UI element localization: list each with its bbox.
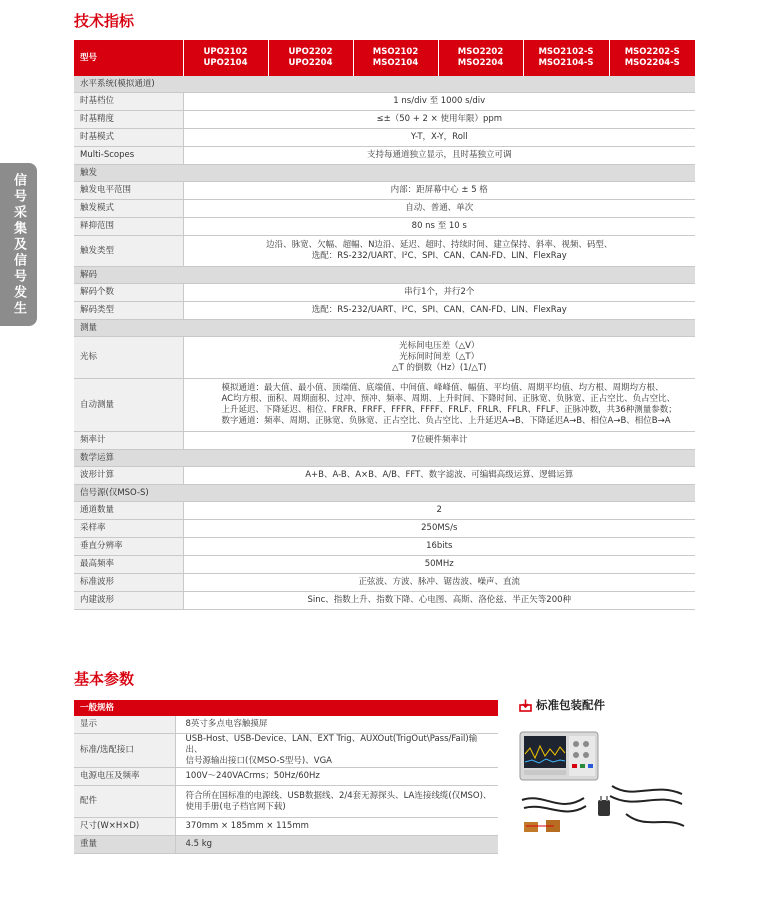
spec-row bbox=[74, 592, 695, 610]
download-box-icon bbox=[519, 699, 532, 712]
spec-value-line: 光标间电压差（△V） bbox=[399, 341, 480, 351]
basic-value-line: 使用手册(电子档官网下载) bbox=[185, 801, 286, 812]
spec-row-value bbox=[183, 182, 695, 200]
spec-row-label: 触发电平范围 bbox=[74, 182, 183, 200]
spec-section-title: 技术指标 bbox=[74, 12, 135, 30]
spec-row-value bbox=[183, 502, 695, 520]
model-name: MSO2102-S bbox=[538, 47, 594, 57]
spec-value-line: 正弦波、方波、脉冲、锯齿波、噪声、直流 bbox=[358, 577, 520, 587]
spec-row bbox=[74, 182, 695, 200]
spec-row-value bbox=[183, 236, 695, 267]
spec-value-line: 选配：RS-232/UART、I²C、SPI、CAN、CAN-FD、LIN、FlexRay bbox=[311, 251, 567, 261]
basic-row bbox=[74, 734, 498, 768]
spec-row bbox=[74, 147, 695, 165]
spec-row-label: 内建波形 bbox=[74, 592, 183, 610]
spec-value-line: 自动、普通、单次 bbox=[405, 203, 474, 213]
spec-row bbox=[74, 236, 695, 267]
general-spec-header: 一般规格 bbox=[74, 700, 498, 716]
basic-row-value bbox=[175, 734, 498, 768]
spec-table bbox=[74, 40, 695, 610]
spec-row-label: 标准波形 bbox=[74, 574, 183, 592]
spec-row-label: 触发类型 bbox=[74, 236, 183, 267]
basic-row bbox=[74, 786, 498, 818]
spec-row-label: 最高频率 bbox=[74, 556, 183, 574]
model-name: MSO2204 bbox=[457, 58, 504, 68]
spec-row-value bbox=[183, 302, 695, 320]
spec-value-line: 串行1个，并行2个 bbox=[404, 287, 475, 297]
model-name: MSO2204-S bbox=[624, 58, 680, 68]
spec-value-line: 80 ns 至 10 s bbox=[411, 221, 467, 231]
model-name: UPO2102 bbox=[203, 47, 248, 57]
spec-row bbox=[74, 432, 695, 450]
spec-row-label: 垂直分辨率 bbox=[74, 538, 183, 556]
spec-row-label: 释抑范围 bbox=[74, 218, 183, 236]
basic-section-title: 基本参数 bbox=[74, 670, 135, 688]
spec-group-row bbox=[74, 76, 695, 93]
model-name: UPO2104 bbox=[203, 58, 248, 68]
spec-group-row bbox=[74, 165, 695, 182]
basic-row-value bbox=[175, 768, 498, 786]
spec-row bbox=[74, 379, 695, 432]
spec-row-value bbox=[183, 147, 695, 165]
spec-value-line: Y-T，X-Y，Roll bbox=[410, 132, 468, 142]
model-column-header bbox=[523, 40, 609, 76]
spec-group-label: 水平系统(模拟通道) bbox=[74, 76, 695, 93]
model-column-header bbox=[353, 40, 438, 76]
spec-value-line: 2 bbox=[436, 505, 442, 515]
spec-row bbox=[74, 337, 695, 379]
spec-row-value bbox=[183, 592, 695, 610]
package-title: 标准包装配件 bbox=[536, 698, 605, 712]
basic-row-value bbox=[175, 786, 498, 818]
spec-row-label: 自动测量 bbox=[74, 379, 183, 432]
basic-row-label: 配件 bbox=[74, 786, 175, 818]
spec-group-label: 信号源(仅MSO-S) bbox=[74, 485, 695, 502]
basic-row-label: 尺寸(W×H×D) bbox=[74, 818, 175, 836]
spec-row-label: 通道数量 bbox=[74, 502, 183, 520]
spec-row-label: 光标 bbox=[74, 337, 183, 379]
model-column-header bbox=[183, 40, 268, 76]
spec-row-value bbox=[183, 520, 695, 538]
spec-row-value bbox=[183, 379, 695, 432]
basic-value-line: 100V～240VACrms；50Hz/60Hz bbox=[185, 771, 320, 781]
basic-value-line: 370mm × 185mm × 115mm bbox=[185, 821, 309, 831]
spec-row-label: 解码个数 bbox=[74, 284, 183, 302]
spec-row-value bbox=[183, 337, 695, 379]
spec-group-row bbox=[74, 485, 695, 502]
spec-value-line: 7位硬件频率计 bbox=[411, 435, 468, 445]
spec-value-line: Sinc、指数上升、指数下降、心电图、高斯、洛伦兹、半正矢等200种 bbox=[307, 595, 572, 605]
basic-row bbox=[74, 768, 498, 786]
spec-row-label: 解码类型 bbox=[74, 302, 183, 320]
spec-row bbox=[74, 467, 695, 485]
basic-row bbox=[74, 818, 498, 836]
spec-group-row bbox=[74, 450, 695, 467]
spec-row-label: 波形计算 bbox=[74, 467, 183, 485]
basic-header-row bbox=[74, 700, 498, 716]
spec-value-line: 上升延迟、下降延迟、相位、FRFR、FRFF、FFFR、FFFF、FRLF、FRLR、FFLR、FFLF、正脉冲数，共36种测量参数； bbox=[221, 405, 677, 415]
spec-value-line: AC均方根、面积、周期面积、过冲、预冲、频率、周期、上升时间、下降时间、正脉宽、负脉宽、正占空比、负占空比、 bbox=[221, 394, 676, 404]
basic-value-line: USB-Host、USB-Device、LAN、EXT Trig、AUXOut(TrigOut\Pass/Fail)输出、 bbox=[185, 734, 478, 755]
oscilloscope-illustration bbox=[520, 732, 598, 780]
spec-row bbox=[74, 502, 695, 520]
basic-params-table bbox=[74, 700, 498, 854]
spec-value-line: 数字通道：频率、周期、正脉宽、负脉宽、正占空比、负占空比、上升延迟A→B、下降延迟A→B、相位A→B、相位B→A bbox=[221, 416, 671, 426]
basic-value-line: 4.5 kg bbox=[185, 839, 213, 849]
spec-table-body bbox=[74, 76, 695, 610]
power-plug-illustration bbox=[598, 796, 610, 816]
spec-row bbox=[74, 284, 695, 302]
spec-row-label: 采样率 bbox=[74, 520, 183, 538]
spec-row-value bbox=[183, 556, 695, 574]
spec-row-value bbox=[183, 538, 695, 556]
side-category-label: 信号采集及信号发生 bbox=[11, 172, 26, 317]
basic-row-value bbox=[175, 836, 498, 854]
spec-group-row bbox=[74, 320, 695, 337]
spec-row-value bbox=[183, 218, 695, 236]
spec-value-line: 光标间时间差（△T） bbox=[399, 352, 480, 362]
spec-row bbox=[74, 218, 695, 236]
basic-row-label: 显示 bbox=[74, 716, 175, 734]
spec-value-line: 边沿、脉宽、欠幅、超幅、N边沿、延迟、超时、持续时间、建立保持、斜率、视频、码型、 bbox=[266, 240, 613, 250]
spec-row bbox=[74, 93, 695, 111]
spec-value-line: 50MHz bbox=[424, 559, 454, 569]
model-name: UPO2202 bbox=[288, 47, 333, 57]
spec-row-label: 触发模式 bbox=[74, 200, 183, 218]
spec-group-label: 解码 bbox=[74, 267, 695, 284]
spec-row-label: 频率计 bbox=[74, 432, 183, 450]
basic-row bbox=[74, 836, 498, 854]
la-cable-illustration bbox=[524, 820, 560, 832]
model-header-label: 型号 bbox=[74, 40, 183, 76]
spec-value-line: ≤±（50 + 2 × 使用年限）ppm bbox=[376, 114, 503, 124]
model-column-header bbox=[609, 40, 695, 76]
basic-value-line: 8英寸多点电容触摸屏 bbox=[185, 719, 268, 729]
spec-group-label: 触发 bbox=[74, 165, 695, 182]
side-category-tab bbox=[0, 163, 37, 326]
spec-value-line: 250MS/s bbox=[421, 523, 458, 533]
spec-row bbox=[74, 111, 695, 129]
spec-value-line: 选配：RS-232/UART、I²C、SPI、CAN、CAN-FD、LIN、FlexRay bbox=[311, 305, 567, 315]
model-name: MSO2104 bbox=[372, 58, 419, 68]
spec-value-line: 1 ns/div 至 1000 s/div bbox=[393, 96, 486, 106]
model-column-header bbox=[268, 40, 353, 76]
spec-row-value bbox=[183, 200, 695, 218]
spec-row-value bbox=[183, 467, 695, 485]
spec-value-line: 支持每通道独立显示，且时基独立可调 bbox=[366, 150, 512, 160]
spec-row bbox=[74, 538, 695, 556]
basic-value-line: 符合所在国标准的电源线、USB数据线、2/4套无源探头、LA连接线缆(仅MSO)、 bbox=[185, 790, 492, 801]
model-name: MSO2102 bbox=[372, 47, 419, 57]
spec-row bbox=[74, 200, 695, 218]
basic-row bbox=[74, 716, 498, 734]
basic-row-label: 重量 bbox=[74, 836, 175, 854]
spec-row bbox=[74, 129, 695, 147]
basic-row-value bbox=[175, 818, 498, 836]
spec-row-value bbox=[183, 93, 695, 111]
model-column-header bbox=[438, 40, 523, 76]
spec-value-line: 16bits bbox=[426, 541, 453, 551]
basic-row-value bbox=[175, 716, 498, 734]
spec-row bbox=[74, 556, 695, 574]
model-name: MSO2202 bbox=[457, 47, 504, 57]
spec-row-value bbox=[183, 574, 695, 592]
spec-row-label: 时基精度 bbox=[74, 111, 183, 129]
spec-group-row bbox=[74, 267, 695, 284]
model-name: MSO2202-S bbox=[624, 47, 680, 57]
spec-value-line: 模拟通道：最大值、最小值、顶端值、底端值、中间值、峰峰值、幅值、平均值、周期平均值、均方根、周期均方根、 bbox=[221, 383, 664, 393]
package-heading bbox=[519, 697, 605, 713]
spec-row-value bbox=[183, 129, 695, 147]
spec-row bbox=[74, 520, 695, 538]
basic-table-body bbox=[74, 716, 498, 854]
spec-row bbox=[74, 574, 695, 592]
spec-row bbox=[74, 302, 695, 320]
basic-value-line: 信号源输出接口(仅MSO-S型号)、VGA bbox=[185, 756, 332, 766]
spec-group-label: 数学运算 bbox=[74, 450, 695, 467]
spec-row-value bbox=[183, 284, 695, 302]
spec-row-label: 时基模式 bbox=[74, 129, 183, 147]
spec-row-label: 时基档位 bbox=[74, 93, 183, 111]
model-name: UPO2204 bbox=[288, 58, 333, 68]
spec-value-line: 内部：距屏幕中心 ± 5 格 bbox=[390, 185, 488, 195]
spec-row-label: Multi-Scopes bbox=[74, 147, 183, 165]
spec-header-row bbox=[74, 40, 695, 76]
basic-row-label: 标准/选配接口 bbox=[74, 734, 175, 768]
spec-row-value bbox=[183, 432, 695, 450]
spec-value-line: △T 的倒数（Hz）(1/△T) bbox=[392, 363, 487, 373]
spec-value-line: A+B、A-B、A×B、A/B、FFT、数字滤波、可编辑高级运算、逻辑运算 bbox=[305, 470, 574, 480]
package-accessories-image bbox=[514, 722, 690, 840]
basic-row-label: 电源电压及频率 bbox=[74, 768, 175, 786]
model-name: MSO2104-S bbox=[538, 58, 594, 68]
spec-row-value bbox=[183, 111, 695, 129]
spec-group-label: 测量 bbox=[74, 320, 695, 337]
